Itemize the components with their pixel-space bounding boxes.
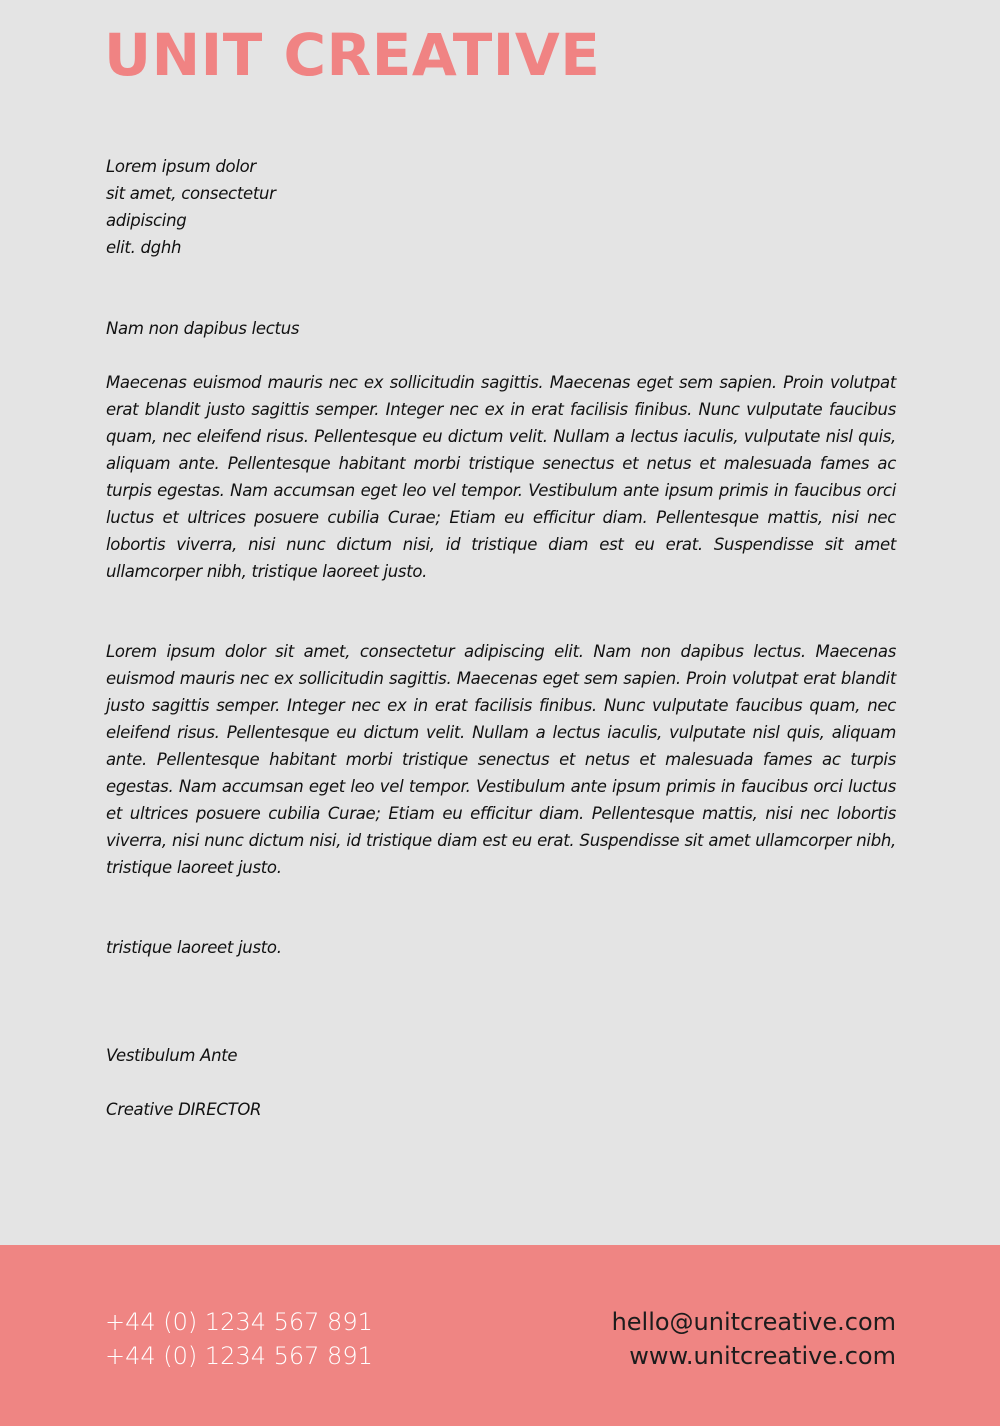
signature-name: Vestibulum Ante	[106, 1046, 238, 1065]
recipient-address	[106, 153, 896, 261]
address-line: elit. dghh	[106, 238, 182, 257]
closing-line: tristique laoreet justo.	[106, 938, 282, 957]
website-url: www.unitcreative.com	[629, 1342, 896, 1370]
brand-logo-text: UNIT CREATIVE	[104, 21, 601, 89]
address-line: adipiscing	[106, 211, 187, 230]
phone-numbers	[105, 1305, 373, 1373]
body-paragraph-1: Maecenas euismod mauris nec ex sollicitudin sagittis. Maecenas eget sem sapien. Proin volutpat erat blandit justo sagittis semper. Integer nec ex in erat facilisis finibus. Nunc vulputate faucibus quam, nec eleifend risus. Pellentesque eu dictum velit. Nullam a lectus iaculis, vulputate nisl quis, aliquam ante. Pellentesque habitant morbi tristique senectus et netus et malesuada fames ac turpis egestas. Nam accumsan eget leo vel tempor. Vestibulum ante ipsum primis in faucibus orci luctus et ultrices posuere cubilia Curae; Etiam eu efficitur diam. Pellentesque mattis, nisi nec lobortis viverra, nisi nunc dictum nisi, id tristique diam est eu erat. Suspendisse sit amet ullamcorper nibh, tristique laoreet justo.	[106, 373, 896, 581]
footer-band	[0, 1245, 1000, 1426]
phone-number: +44 (0) 1234 567 891	[105, 1342, 373, 1370]
signature-title: Creative DIRECTOR	[106, 1100, 262, 1119]
address-line: sit amet, consectetur	[106, 184, 276, 203]
email-address: hello@unitcreative.com	[611, 1308, 896, 1336]
salutation: Nam non dapibus lectus	[106, 319, 300, 338]
body-paragraph-2: Lorem ipsum dolor sit amet, consectetur adipiscing elit. Nam non dapibus lectus. Maecenas euismod mauris nec ex sollicitudin sagittis. Maecenas eget sem sapien. Proin volutpat erat blandit justo sagittis semper. Integer nec ex in erat facilisis finibus. Nunc vulputate faucibus quam, nec eleifend risus. Pellentesque eu dictum velit. Nullam a lectus iaculis, vulputate nisl quis, aliquam ante. Pellentesque habitant morbi tristique senectus et netus et malesuada fames ac turpis egestas. Nam accumsan eget leo vel tempor. Vestibulum ante ipsum primis in faucibus orci luctus et ultrices posuere cubilia Curae; Etiam eu efficitur diam. Pellentesque mattis, nisi nec lobortis viverra, nisi nunc dictum nisi, id tristique diam est eu erat. Suspendisse sit amet ullamcorper nibh, tristique laoreet justo.	[106, 642, 896, 877]
contact-info	[612, 1305, 896, 1373]
phone-number: +44 (0) 1234 567 891	[105, 1308, 373, 1336]
address-line: Lorem ipsum dolor	[106, 157, 256, 176]
